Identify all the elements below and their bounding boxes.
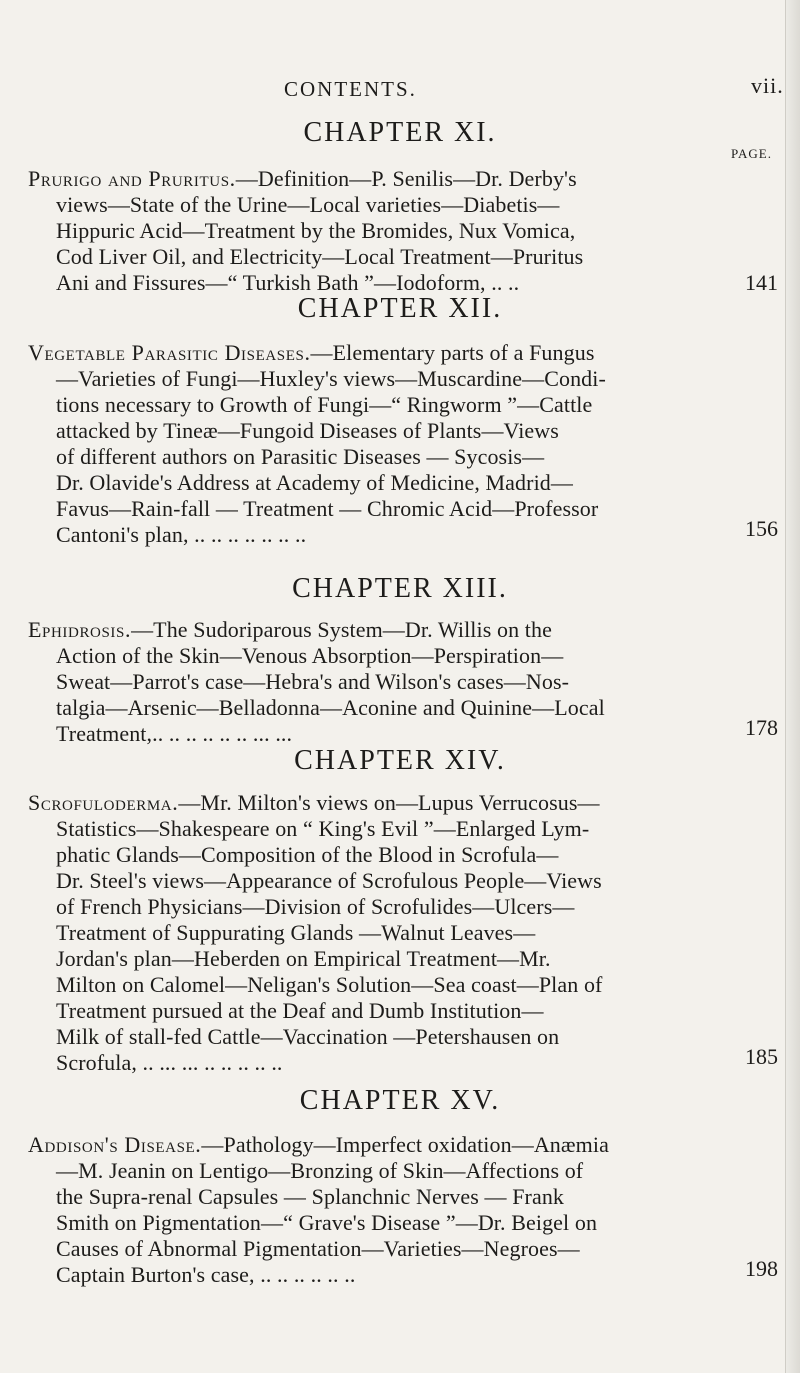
page-number: 198 <box>745 1256 778 1281</box>
entry-line: Captain Burton's case, .. .. .. .. .. .. <box>56 1262 356 1287</box>
entry-line: —M. Jeanin on Lentigo—Bronzing of Skin—Affections of <box>56 1158 584 1183</box>
entry-line: of French Physicians—Division of Scrofulides—Ulcers— <box>56 894 575 919</box>
entry-line: Milton on Calomel—Neligan's Solution—Sea coast—Plan of <box>56 972 603 997</box>
entry-lead: Scrofuloderma. <box>28 790 179 815</box>
entry-line: of different authors on Parasitic Diseases — Sycosis— <box>56 444 545 469</box>
entry-line: talgia—Arsenic—Belladonna—Aconine and Quinine—Local <box>56 695 605 720</box>
page-number: 141 <box>745 270 778 295</box>
entry-lead: Prurigo and Pruritus. <box>28 166 236 191</box>
entry-line: Scrofula, .. ... ... .. .. .. .. .. <box>56 1050 283 1075</box>
entry-line: tions necessary to Growth of Fungi—“ Ringworm ”—Cattle <box>56 392 593 417</box>
entry-line: —Elementary parts of a Fungus <box>310 340 595 365</box>
entry-line: Statistics—Shakespeare on “ King's Evil ”—Enlarged Lym- <box>56 816 590 841</box>
entry-line: Sweat—Parrot's case—Hebra's and Wilson's cases—Nos- <box>56 669 570 694</box>
page-number: 156 <box>745 516 778 541</box>
entry-line: Treatment of Suppurating Glands —Walnut Leaves— <box>56 920 536 945</box>
chapter-xii-heading: CHAPTER XII. <box>297 293 503 324</box>
entry-line: views—State of the Urine—Local varieties—Diabetis— <box>56 192 560 217</box>
folio-number: vii. <box>751 73 784 98</box>
page-number: 178 <box>745 715 778 740</box>
entry-lead: Ephidrosis. <box>28 617 132 642</box>
page-column-label: PAGE. <box>730 146 772 161</box>
entry-line: Dr. Olavide's Address at Academy of Medicine, Madrid— <box>56 470 573 495</box>
entry-line: Hippuric Acid—Treatment by the Bromides, Nux Vomica, <box>56 218 576 243</box>
entry-line: Treatment pursued at the Deaf and Dumb Institution— <box>56 998 544 1023</box>
entry-line: Action of the Skin—Venous Absorption—Perspiration— <box>56 643 564 668</box>
entry-line: —Varieties of Fungi—Huxley's views—Muscardine—Condi- <box>56 366 606 391</box>
entry-line: the Supra-renal Capsules — Splanchnic Nerves — Frank <box>56 1184 565 1209</box>
entry-line: Dr. Steel's views—Appearance of Scrofulous People—Views <box>56 868 602 893</box>
chapter-xi-heading: CHAPTER XI. <box>303 117 497 148</box>
entry-line: Cantoni's plan, .. .. .. .. .. .. .. <box>56 522 307 547</box>
entry-line: Ani and Fissures—“ Turkish Bath ”—Iodoform, .. .. <box>56 270 520 295</box>
entry-line: Jordan's plan—Heberden on Empirical Treatment—Mr. <box>56 946 551 971</box>
entry-line: Milk of stall-fed Cattle—Vaccination —Petershausen on <box>56 1024 560 1049</box>
chapter-xiv-heading: CHAPTER XIV. <box>294 745 506 776</box>
entry-line: phatic Glands—Composition of the Blood in Scrofula— <box>56 842 559 867</box>
running-head <box>0 73 800 107</box>
entry-line: attacked by Tineæ—Fungoid Diseases of Plants—Views <box>56 418 559 443</box>
chapter-xiii-heading: CHAPTER XIII. <box>292 573 508 604</box>
entry-line: Favus—Rain-fall — Treatment — Chromic Acid—Professor <box>56 496 599 521</box>
entry-line: Cod Liver Oil, and Electricity—Local Treatment—Pruritus <box>56 244 584 269</box>
entry-line: Treatment,.. .. .. .. .. .. ... ... <box>56 721 293 746</box>
chapter-xv-heading: CHAPTER XV. <box>299 1085 501 1116</box>
page-edge <box>785 0 800 1373</box>
entry-line: Smith on Pigmentation—“ Grave's Disease ”—Dr. Beigel on <box>56 1210 598 1235</box>
entry-line: Causes of Abnormal Pigmentation—Varieties—Negroes— <box>56 1236 580 1261</box>
entry-line: —Definition—P. Senilis—Dr. Derby's <box>235 166 577 191</box>
entry-line: —Mr. Milton's views on—Lupus Verrucosus— <box>178 790 600 815</box>
entry-lead: Addison's Disease. <box>28 1132 202 1157</box>
entry-line: —The Sudoriparous System—Dr. Willis on the <box>131 617 552 642</box>
entry-line: —Pathology—Imperfect oxidation—Anæmia <box>201 1132 609 1157</box>
page-number: 185 <box>745 1044 778 1069</box>
entry-lead: Vegetable Parasitic Diseases. <box>28 340 311 365</box>
running-title: CONTENTS. <box>284 77 417 101</box>
